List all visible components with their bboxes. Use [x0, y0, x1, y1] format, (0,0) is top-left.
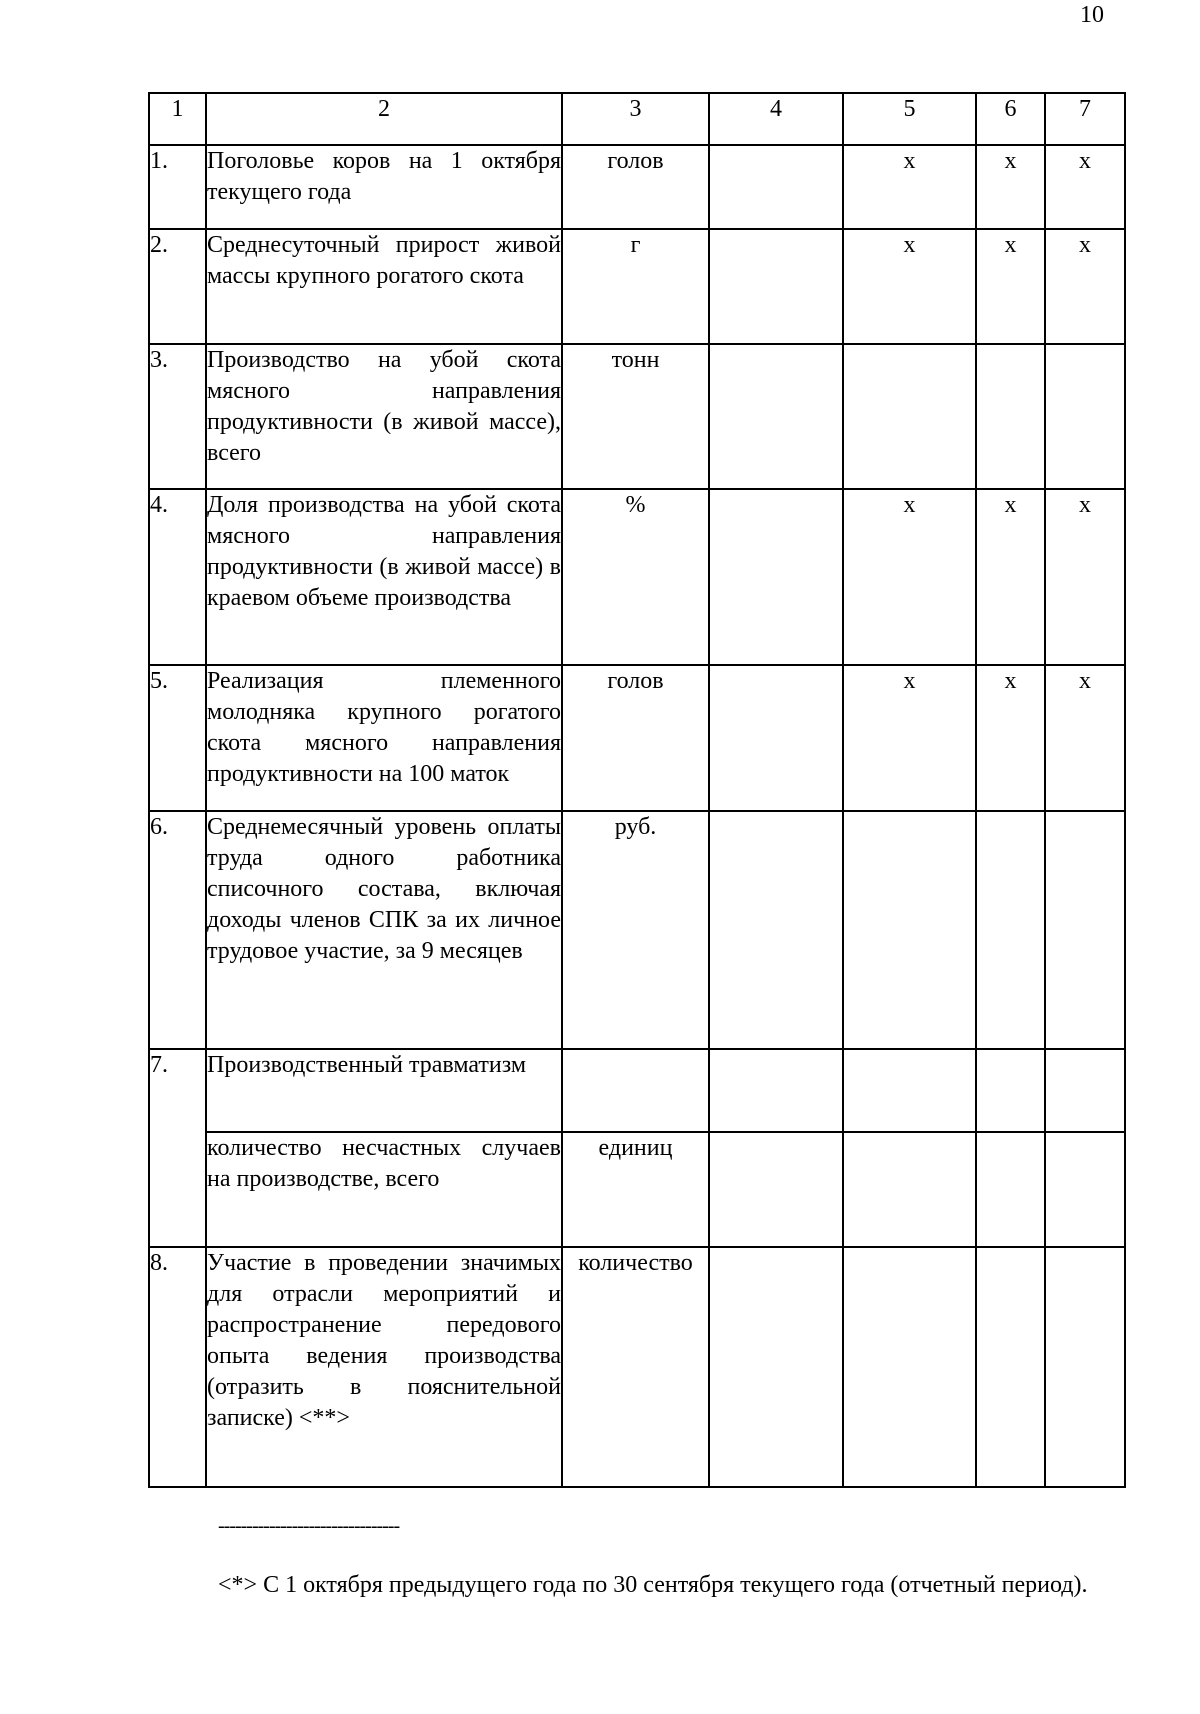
row-cell-6 [976, 344, 1045, 489]
row-cell-4 [709, 344, 843, 489]
row-cell-7: х [1045, 665, 1125, 811]
table-row [149, 811, 1125, 1049]
row-indicator: Производственный травматизм [206, 1049, 562, 1132]
header-cell: 7 [1045, 93, 1125, 145]
table-row [149, 489, 1125, 665]
row-cell-6 [976, 1049, 1045, 1132]
table-row [149, 665, 1125, 811]
header-cell: 5 [843, 93, 976, 145]
row-unit: единиц [562, 1132, 709, 1247]
header-row [149, 93, 1125, 145]
table-subrow [149, 1132, 1125, 1247]
row-unit: руб. [562, 811, 709, 1049]
footnote-separator: -------------------------------- [218, 1515, 400, 1537]
row-cell-4 [709, 1132, 843, 1247]
table-row [149, 1049, 1125, 1132]
row-indicator: Доля производства на убой скота мясного направления продуктивности (в живой массе) в краевом объеме производства [206, 489, 562, 665]
row-unit [562, 1049, 709, 1132]
row-cell-6 [976, 1247, 1045, 1487]
row-number: 2. [149, 229, 206, 344]
row-cell-5: х [843, 229, 976, 344]
row-cell-6: х [976, 665, 1045, 811]
row-indicator: количество несчастных случаев на производстве, всего [206, 1132, 562, 1247]
row-cell-4 [709, 1247, 843, 1487]
row-cell-6 [976, 1132, 1045, 1247]
row-unit: % [562, 489, 709, 665]
row-cell-5: х [843, 145, 976, 229]
row-unit: тонн [562, 344, 709, 489]
row-indicator: Поголовье коров на 1 октября текущего года [206, 145, 562, 229]
table-row [149, 344, 1125, 489]
row-cell-7: х [1045, 145, 1125, 229]
row-cell-5 [843, 344, 976, 489]
row-cell-7 [1045, 1049, 1125, 1132]
row-cell-6 [976, 811, 1045, 1049]
row-cell-5 [843, 1132, 976, 1247]
row-indicator: Среднесуточный прирост живой массы крупного рогатого скота [206, 229, 562, 344]
row-cell-4 [709, 145, 843, 229]
row-indicator: Реализация племенного молодняка крупного рогатого скота мясного направления продуктивности на 100 маток [206, 665, 562, 811]
row-cell-4 [709, 489, 843, 665]
row-cell-4 [709, 665, 843, 811]
row-unit: количество [562, 1247, 709, 1487]
header-cell: 2 [206, 93, 562, 145]
row-cell-5 [843, 1247, 976, 1487]
table-row [149, 229, 1125, 344]
header-cell: 3 [562, 93, 709, 145]
row-cell-5: х [843, 665, 976, 811]
row-unit: г [562, 229, 709, 344]
row-cell-4 [709, 1049, 843, 1132]
page-number: 10 [1080, 2, 1104, 28]
footnote: <*> С 1 октября предыдущего года по 30 сентября текущего года (отчетный период). [218, 1572, 1088, 1598]
row-cell-5 [843, 811, 976, 1049]
row-cell-7: х [1045, 489, 1125, 665]
row-number: 1. [149, 145, 206, 229]
indicators-table [148, 92, 1126, 1488]
row-number: 8. [149, 1247, 206, 1487]
row-cell-4 [709, 811, 843, 1049]
row-unit: голов [562, 665, 709, 811]
row-unit: голов [562, 145, 709, 229]
row-number: 4. [149, 489, 206, 665]
row-cell-7 [1045, 344, 1125, 489]
row-cell-7 [1045, 1132, 1125, 1247]
row-indicator: Участие в проведении значимых для отрасли мероприятий и распространение передового опыта ведения производства (отразить в пояснительной записке) <**> [206, 1247, 562, 1487]
row-indicator: Среднемесячный уровень оплаты труда одного работника списочного состава, включая доходы членов СПК за их личное трудовое участие, за 9 месяцев [206, 811, 562, 1049]
table-row [149, 145, 1125, 229]
row-number: 6. [149, 811, 206, 1049]
table-row [149, 1247, 1125, 1487]
header-cell: 4 [709, 93, 843, 145]
row-number: 7. [149, 1049, 206, 1247]
row-cell-5 [843, 1049, 976, 1132]
header-cell: 1 [149, 93, 206, 145]
row-cell-7: х [1045, 229, 1125, 344]
row-cell-7 [1045, 811, 1125, 1049]
row-number: 5. [149, 665, 206, 811]
row-indicator: Производство на убой скота мясного направления продуктивности (в живой массе), всего [206, 344, 562, 489]
row-cell-7 [1045, 1247, 1125, 1487]
row-cell-4 [709, 229, 843, 344]
row-number: 3. [149, 344, 206, 489]
row-cell-6: х [976, 489, 1045, 665]
row-cell-6: х [976, 145, 1045, 229]
header-cell: 6 [976, 93, 1045, 145]
row-cell-6: х [976, 229, 1045, 344]
row-cell-5: х [843, 489, 976, 665]
